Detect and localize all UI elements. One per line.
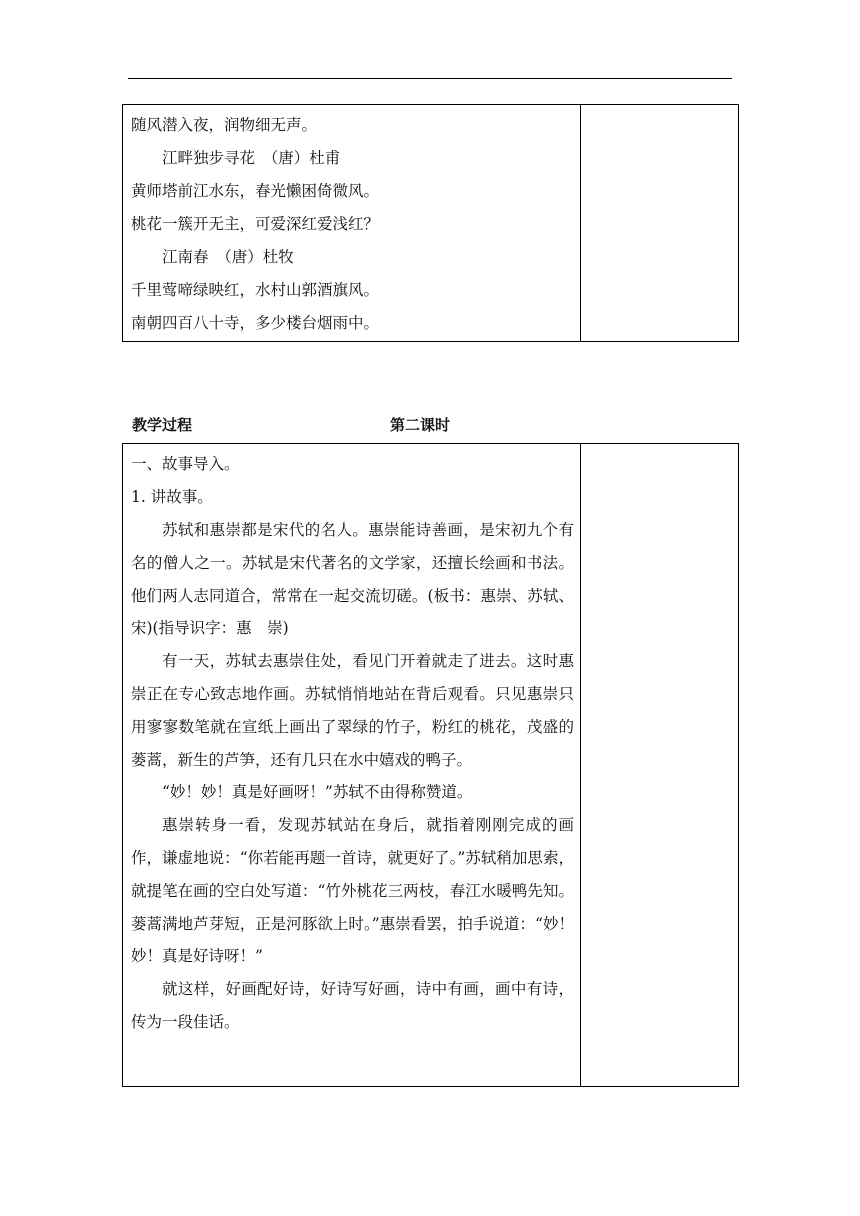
story-paragraph: 有一天，苏轼去惠崇住处，看见门开着就走了进去。这时惠崇正在专心致志地作画。苏轼悄悄地站在背后观看。只见惠崇只用寥寥数笔就在宣纸上画出了翠绿的竹子，粉红的桃花，茂盛的蒌蒿，新生的芦笋，还有几只在水中嬉戏的鸭子。	[131, 652, 574, 769]
step-heading: 一、故事导入。	[131, 455, 240, 473]
poems-notes-cell	[581, 105, 738, 341]
lesson-period-title: 第二课时	[390, 416, 451, 434]
lesson-table	[122, 443, 739, 1087]
poem-title: 江南春 （唐）杜牧	[162, 248, 294, 266]
story-paragraph: 苏轼和惠崇都是宋代的名人。惠崇能诗善画，是宋初九个有名的僧人之一。苏轼是宋代著名的文学家，还擅长绘画和书法。他们两人志同道合，常常在一起交流切磋。(板书：惠崇、苏轼、宋)(指导识字：惠 崇)	[131, 521, 574, 638]
sub-heading: 1. 讲故事。	[131, 488, 213, 506]
poem-line: 随风潜入夜，润物细无声。	[131, 116, 318, 134]
lesson-content-cell	[123, 444, 581, 1086]
lesson-notes-cell	[581, 444, 738, 1086]
section-label: 教学过程	[132, 416, 193, 434]
poem-line: 千里莺啼绿映红，水村山郭酒旗风。	[131, 281, 380, 299]
poems-content-cell	[123, 105, 581, 341]
poem-line: 南朝四百八十寺，多少楼台烟雨中。	[131, 314, 380, 332]
story-paragraph: 就这样，好画配好诗，好诗写好画，诗中有画，画中有诗，传为一段佳话。	[131, 980, 574, 1031]
poem-line: 黄师塔前江水东，春光懒困倚微风。	[131, 182, 380, 200]
story-paragraph: “妙！妙！真是好画呀！”苏轼不由得称赞道。	[162, 783, 473, 802]
story-paragraph: 惠崇转身一看，发现苏轼站在身后，就指着刚刚完成的画作，谦虚地说：“你若能再题一首诗，就更好了。”苏轼稍加思索，就提笔在画的空白处写道：“竹外桃花三两枝，春江水暖鸭先知。蒌蒿满地芦芽短，正是河豚欲上时。”惠崇看罢，拍手说道：“妙！妙！真是好诗呀！”	[131, 816, 574, 966]
poem-line: 桃花一簇开无主，可爱深红爱浅红？	[131, 215, 380, 233]
poem-title: 江畔独步寻花 （唐）杜甫	[162, 149, 341, 167]
poems-table	[122, 104, 739, 342]
header-rule	[128, 78, 732, 79]
